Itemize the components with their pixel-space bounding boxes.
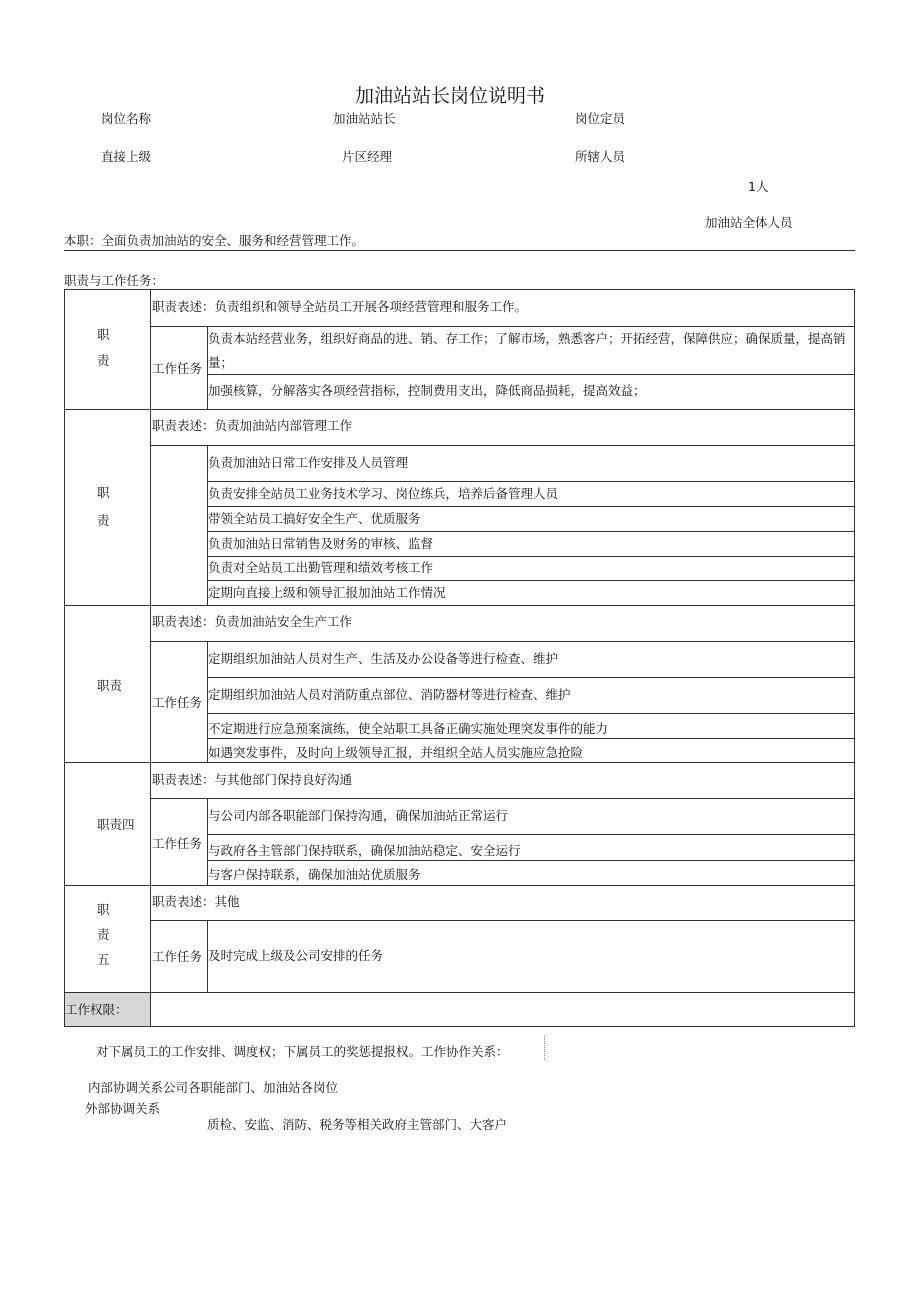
duty-5-label-char-3: 五 xyxy=(97,952,110,967)
duty-5-task-1: 及时完成上级及公司安排的任务 xyxy=(208,948,384,963)
duty-2-task-1: 负责加油站日常工作安排及人员管理 xyxy=(208,455,409,470)
authority-label: 工作权限： xyxy=(65,1002,128,1017)
duty-3-task-label: 工作任务 xyxy=(152,695,203,710)
duty-4-task-1: 与公司内部各职能部门保持沟通，确保加油站正常运行 xyxy=(208,808,509,823)
duty-3-label: 职责 xyxy=(97,678,123,693)
divider xyxy=(64,250,855,251)
duty-2-task-5: 负责对全站员工出勤管理和绩效考核工作 xyxy=(208,560,434,575)
subordinates-label: 所辖人员 xyxy=(575,149,626,164)
page-title: 加油站站长岗位说明书 xyxy=(355,85,546,107)
dotted-marker xyxy=(544,1035,545,1060)
duty-2-task-2: 负责安排全站员工业务技术学习、岗位练兵，培养后备管理人员 xyxy=(208,486,559,501)
duty-1-task-2: 加强核算，分解落实各项经营指标，控制费用支出，降低商品损耗，提高效益； xyxy=(208,383,646,398)
duty-4-task-label: 工作任务 xyxy=(152,836,203,851)
external-relations-label: 外部协调关系 xyxy=(85,1101,161,1116)
subordinates-value: 加油站全体人员 xyxy=(705,215,793,230)
duty-4-task-2: 与政府各主管部门保持联系，确保加油站稳定、安全运行 xyxy=(208,843,521,858)
duty-4-label: 职责四 xyxy=(97,817,135,832)
supervisor-value: 片区经理 xyxy=(342,149,393,164)
duty-5-task-label: 工作任务 xyxy=(152,949,203,964)
supervisor-label: 直接上级 xyxy=(101,149,152,164)
internal-relations: 内部协调关系公司各职能部门、加油站各岗位 xyxy=(88,1080,339,1095)
duty-3-task-1: 定期组织加油站人员对生产、生活及办公设备等进行检查、维护 xyxy=(208,651,559,666)
duties-table xyxy=(64,289,855,1027)
duty-1-description: 职责表述：负责组织和领导全站员工开展各项经营管理和服务工作。 xyxy=(152,299,528,314)
duty-3-task-2: 定期组织加油站人员对消防重点部位、消防器材等进行检查、维护 xyxy=(208,687,571,702)
duty-1-label-char-2: 责 xyxy=(97,353,110,368)
duty-1-label-char-1: 职 xyxy=(97,327,110,342)
duty-3-description: 职责表述：负责加油站安全生产工作 xyxy=(152,614,353,629)
position-label: 岗位名称 xyxy=(101,111,152,126)
duty-4-description: 职责表述：与其他部门保持良好沟通 xyxy=(152,772,353,787)
duty-5-description: 职责表述：其他 xyxy=(152,894,240,909)
duty-2-label-char-2: 责 xyxy=(97,513,110,528)
duty-2-task-3: 带领全站员工搞好安全生产、优质服务 xyxy=(208,511,421,526)
duty-1-task-1: 负责本站经营业务，组织好商品的进、销、存工作；了解市场，熟悉客户；开拓经营，保障供应；确保质量，提高销量； xyxy=(208,331,846,370)
duty-2-task-4: 负责加油站日常销售及财务的审核、监督 xyxy=(208,536,434,551)
duty-2-description: 职责表述：负责加油站内部管理工作 xyxy=(152,418,353,433)
duty-2-label-char-1: 职 xyxy=(97,485,110,500)
authority-text: 对下属员工的工作安排、调度权；下属员工的奖惩提报权。工作协作关系： xyxy=(96,1044,509,1059)
headcount-label: 岗位定员 xyxy=(575,111,626,126)
duties-heading: 职责与工作任务： xyxy=(64,273,165,288)
core-duty: 本职：全面负责加油站的安全、服务和经营管理工作。 xyxy=(64,233,365,248)
duty-3-task-4: 如遇突发事件，及时向上级领导汇报，并组织全站人员实施应急抢险 xyxy=(208,745,584,760)
duty-1-task-label: 工作任务 xyxy=(152,361,203,376)
duty-5-label-char-2: 责 xyxy=(97,927,110,942)
headcount-value: 1人 xyxy=(748,179,769,194)
duty-5-label-char-1: 职 xyxy=(97,902,110,917)
position-value: 加油站站长 xyxy=(333,111,396,126)
duty-2-task-6: 定期向直接上级和领导汇报加油站工作情况 xyxy=(208,585,446,600)
duty-3-task-3: 不定期进行应急预案演练，使全站职工具备正确实施处理突发事件的能力 xyxy=(208,721,609,736)
external-relations-value: 质检、安监、消防、税务等相关政府主管部门、大客户 xyxy=(207,1117,508,1132)
duty-4-task-3: 与客户保持联系，确保加油站优质服务 xyxy=(208,867,421,882)
